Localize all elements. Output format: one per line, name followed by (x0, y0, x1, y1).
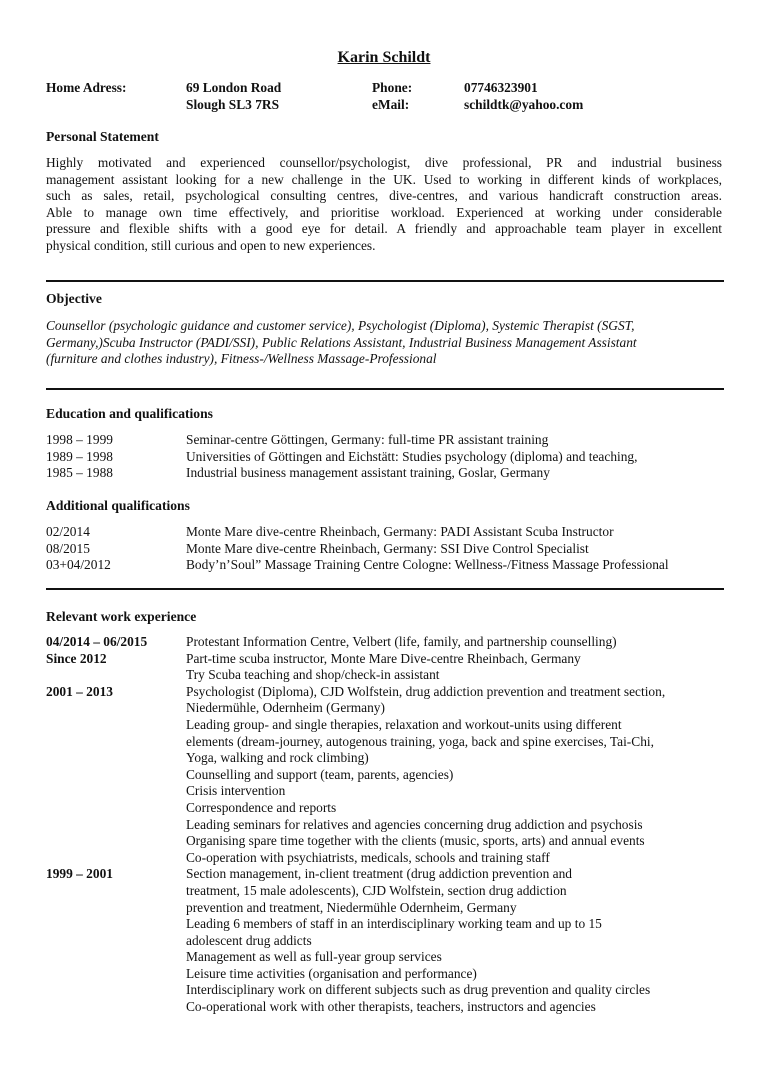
row-text: Co-operation with psychiatrists, medicals, schools and training staff (186, 849, 550, 865)
table-row (46, 734, 726, 751)
row-text: Universities of Göttingen and Eichstätt: Studies psychology (diploma) and teaching, (186, 448, 638, 464)
objective-line: Germany,)Scuba Instructor (PADI/SSI), Public Relations Assistant, Industrial Business Management Assistant (46, 334, 637, 350)
table-row (46, 817, 726, 834)
additional-qualifications-heading: Additional qualifications (46, 498, 190, 513)
row-text: Monte Mare dive-centre Rheinbach, Germany: PADI Assistant Scuba Instructor (186, 524, 614, 539)
row-text: Organising spare time together with the clients (music, sports, arts) and annual events (186, 833, 645, 849)
table-row (46, 432, 726, 449)
row-text: Counselling and support (team, parents, agencies) (186, 766, 454, 782)
table-row (46, 684, 726, 701)
table-row (46, 667, 726, 684)
row-date: 1989 – 1998 (46, 448, 113, 464)
row-date: 02/2014 (46, 524, 90, 539)
divider (46, 388, 724, 390)
experience-heading: Relevant work experience (46, 609, 197, 624)
row-text: Leading group- and single therapies, relaxation and workout-units using different (186, 716, 622, 732)
statement-line: such as sales, retail, psychological consulting centres, dive-centres, and various handicraft construction areas. (46, 188, 722, 204)
objective-heading: Objective (46, 291, 102, 306)
table-row (46, 982, 726, 999)
row-text: Body’n’Soul” Massage Training Centre Cologne: Wellness-/Fitness Massage Professional (186, 557, 669, 573)
phone-value: 07746323901 (464, 80, 538, 95)
experience-table (46, 634, 726, 1016)
statement-line: physical condition, still curious and open to new experiences. (46, 237, 376, 253)
row-text: Try Scuba teaching and shop/check-in assistant (186, 667, 440, 683)
table-row (46, 783, 726, 800)
row-text: Section management, in-client treatment (drug addiction prevention and (186, 866, 572, 882)
table-row (46, 651, 726, 668)
table-row (46, 557, 726, 574)
row-text: Interdisciplinary work on different subjects such as drug prevention and quality circles (186, 982, 651, 998)
divider (46, 588, 724, 590)
statement-line: Highly motivated and experienced counsellor/psychologist, dive professional, PR and industrial business (46, 155, 722, 170)
row-text: Niedermühle, Odernheim (Germany) (186, 700, 385, 716)
row-date: 1985 – 1988 (46, 465, 113, 481)
row-text: Monte Mare dive-centre Rheinbach, Germany: SSI Dive Control Specialist (186, 540, 589, 556)
email-value: schildtk@yahoo.com (464, 97, 584, 112)
statement-line: management assistant looking for a new challenge in the UK. Used to working in different kinds of workplaces, (46, 171, 722, 187)
row-text: Seminar-centre Göttingen, Germany: full-time PR assistant training (186, 432, 549, 447)
phone-label: Phone: (372, 80, 413, 95)
table-row (46, 700, 726, 717)
table-row (46, 966, 726, 983)
row-text: Co-operational work with other therapists, teachers, instructors and agencies (186, 999, 596, 1015)
row-text: Yoga, walking and rock climbing) (186, 750, 369, 766)
contact-block (46, 80, 726, 114)
table-row (46, 750, 726, 767)
row-text: adolescent drug addicts (186, 932, 312, 948)
table-row (46, 717, 726, 734)
row-text: Protestant Information Centre, Velbert (life, family, and partnership counselling) (186, 634, 617, 649)
row-date: 1998 – 1999 (46, 432, 113, 447)
row-text: Crisis intervention (186, 783, 286, 799)
row-text: elements (dream-journey, autogenous training, yoga, back and spine exercises, Tai-Chi, (186, 733, 654, 749)
personal-statement-text (46, 155, 722, 255)
table-row (46, 541, 726, 558)
table-row (46, 524, 726, 541)
row-text: treatment, 15 male adolescents), CJD Wolfstein, section drug addiction (186, 882, 567, 898)
table-row (46, 866, 726, 883)
row-text: Leading seminars for relatives and agencies concerning drug addiction and psychosis (186, 816, 643, 832)
email-label: eMail: (372, 97, 410, 112)
row-date: 1999 – 2001 (46, 866, 113, 882)
personal-statement-heading: Personal Statement (46, 129, 159, 144)
education-table (46, 432, 726, 482)
divider (46, 280, 724, 282)
objective-text (46, 318, 722, 368)
statement-line: Able to manage own time effectively, and prioritise workload. Experienced at working under considerable (46, 204, 722, 220)
table-row (46, 767, 726, 784)
table-row (46, 933, 726, 950)
row-text: Leading 6 members of staff in an interdisciplinary working team and up to 15 (186, 916, 602, 932)
row-date: Since 2012 (46, 650, 107, 666)
table-row (46, 833, 726, 850)
objective-line: Counsellor (psychologic guidance and customer service), Psychologist (Diploma), Systemic Therapist (SGST, (46, 318, 635, 333)
table-row (46, 916, 726, 933)
row-text: Management as well as full-year group services (186, 949, 442, 965)
table-row (46, 900, 726, 917)
table-row (46, 449, 726, 466)
address-line-2: Slough SL3 7RS (186, 97, 280, 112)
row-text: Leisure time activities (organisation and performance) (186, 965, 477, 981)
table-row (46, 634, 726, 651)
table-row (46, 949, 726, 966)
table-row (46, 800, 726, 817)
row-date: 04/2014 – 06/2015 (46, 634, 148, 649)
cv-name: Karin Schildt (337, 49, 431, 66)
table-row (46, 999, 726, 1016)
address-line-1: 69 London Road (186, 80, 282, 95)
education-heading: Education and qualifications (46, 406, 213, 421)
row-text: Industrial business management assistant training, Goslar, Germany (186, 465, 550, 481)
objective-line: (furniture and clothes industry), Fitness-/Wellness Massage-Professional (46, 351, 437, 367)
row-date: 03+04/2012 (46, 557, 111, 573)
row-date: 2001 – 2013 (46, 683, 113, 699)
row-text: Correspondence and reports (186, 799, 337, 815)
row-text: prevention and treatment, Niedermühle Odernheim, Germany (186, 899, 517, 915)
row-date: 08/2015 (46, 540, 90, 556)
row-text: Part-time scuba instructor, Monte Mare Dive-centre Rheinbach, Germany (186, 650, 581, 666)
statement-line: pressure and flexible shifts with a good eye for detail. A friendly and approachable team player in excellent (46, 221, 722, 237)
row-text: Psychologist (Diploma), CJD Wolfstein, drug addiction prevention and treatment section, (186, 683, 666, 699)
additional-qualifications-table (46, 524, 726, 574)
table-row (46, 465, 726, 482)
address-label: Home Adress: (46, 80, 127, 95)
table-row (46, 850, 726, 867)
table-row (46, 883, 726, 900)
